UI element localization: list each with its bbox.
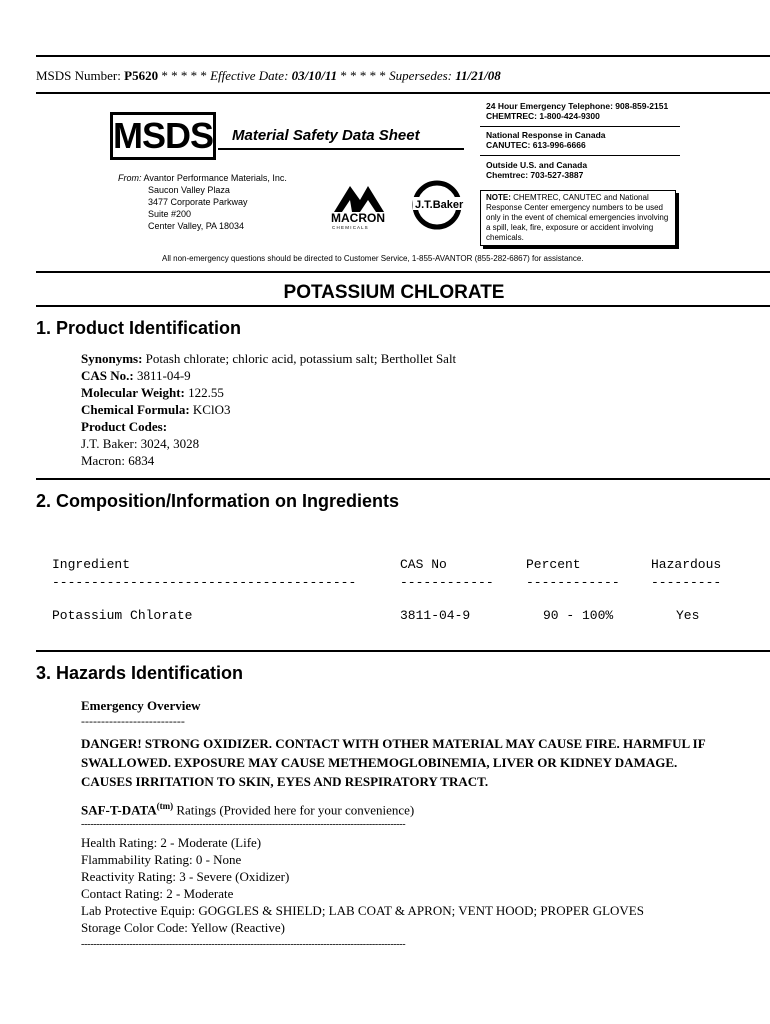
section-2-heading: 2. Composition/Information on Ingredients — [36, 491, 399, 511]
emergency-line-3: National Response in Canada — [486, 130, 606, 140]
col-header-percent: Percent — [526, 557, 581, 572]
address-line-1: Saucon Valley Plaza — [148, 185, 230, 195]
molecular-weight-value: 122.55 — [188, 385, 224, 400]
supersedes-date: 11/21/08 — [455, 68, 501, 83]
macron-sub-text: C H E M I C A L S — [332, 225, 368, 230]
emergency-note-box — [480, 190, 676, 246]
title-rule — [36, 305, 770, 307]
col-header-hazardous: Hazardous — [651, 557, 722, 572]
cas-value: 3811-04-9 — [136, 368, 191, 383]
customer-service-note: All non-emergency questions should be directed to Customer Service, 1-855-AVANTOR (855-282-6867) for assistance. — [162, 254, 584, 263]
section-2-rule — [36, 650, 770, 652]
msds-number-label: MSDS Number: — [36, 68, 121, 83]
storage-color-code: Storage Color Code: Yellow (Reactive) — [81, 920, 285, 935]
emergency-line-6: Chemtrec: 703-527-3887 — [486, 170, 584, 180]
saf-tm: (tm) — [156, 801, 174, 811]
msds-title-text: Material Safety Data Sheet — [232, 127, 420, 144]
effective-label: Effective Date: — [210, 68, 289, 83]
section-1-heading: 1. Product Identification — [36, 318, 242, 338]
macron-mark-icon — [334, 186, 384, 212]
product-title: POTASSIUM CHLORATE — [283, 282, 505, 303]
col-header-ingredient: Ingredient — [52, 557, 131, 572]
supersedes-label: Supersedes: — [389, 68, 452, 83]
stars-2: * * * * * — [340, 68, 386, 83]
flammability-rating: Flammability Rating: 0 - None — [81, 852, 242, 867]
note-label: NOTE: — [486, 193, 511, 202]
saf-label: SAF-T-DATA — [81, 802, 157, 818]
emergency-overview-dashes: -------------------------- — [81, 714, 185, 728]
cell-cas: 3811-04-9 — [400, 608, 471, 623]
cell-ingredient: Potassium Chlorate — [52, 608, 193, 623]
emergency-block-3 — [486, 160, 587, 180]
dash-percent: ------------ — [526, 575, 620, 590]
product-codes-label: Product Codes: — [81, 419, 168, 434]
logo-bottom-rule — [36, 271, 770, 273]
danger-statement: DANGER! STRONG OXIDIZER. CONTACT WITH OTHER MATERIAL MAY CAUSE FIRE. HARMFUL IF SWALLOWED. EXPOSURE MAY CAUSE METHEMOGLOBINEMIA, LIVER OR KIDNEY DAMAGE. CAUSES IRRITATION TO SKIN, EYES AND RESPIRATORY TRACT. — [81, 736, 706, 789]
effective-date: 03/10/11 — [291, 68, 338, 83]
emergency-line-4: CANUTEC: 613-996-6666 — [486, 140, 586, 150]
synonyms-label: Synonyms: — [81, 351, 143, 366]
msds-number: P5620 — [124, 68, 159, 83]
cell-percent: 90 - 100% — [543, 608, 614, 623]
product-code-macron: Macron: 6834 — [81, 453, 155, 468]
address-line-4: Center Valley, PA 18034 — [148, 221, 245, 231]
emergency-line-1: 24 Hour Emergency Telephone: 908-859-2151 — [486, 101, 669, 111]
emergency-line-5: Outside U.S. and Canada — [486, 160, 588, 170]
emergency-overview-label: Emergency Overview — [81, 698, 201, 713]
from-address — [118, 172, 287, 232]
note-text: CHEMTREC, CANUTEC and National Response Center emergency numbers to be used only in the event of chemical emergencies involving a spill, leak, fire, exposure or accident involving chemicals. — [486, 193, 669, 242]
address-line-2: 3477 Corporate Parkway — [148, 197, 248, 207]
dash-hazardous: --------- — [651, 575, 722, 590]
emergency-line-2: CHEMTREC: 1-800-424-9300 — [486, 111, 600, 121]
saf-rest: Ratings (Provided here for your convenience) — [173, 802, 415, 818]
emergency-divider-2 — [480, 155, 680, 156]
product-code-jtbaker: J.T. Baker: 3024, 3028 — [81, 436, 200, 451]
dash-cas: ------------ — [400, 575, 494, 590]
cell-hazardous: Yes — [676, 608, 700, 623]
ratings-bottom-dashes: ----------------------------------------------------------------------------------------------------------- — [81, 939, 406, 950]
reactivity-rating: Reactivity Rating: 3 - Severe (Oxidizer) — [81, 869, 290, 884]
formula-label: Chemical Formula: — [81, 402, 190, 417]
emergency-divider-1 — [480, 126, 680, 127]
msds-header-line — [36, 68, 501, 84]
molecular-weight-label: Molecular Weight: — [81, 385, 185, 400]
cas-label: CAS No.: — [81, 368, 134, 383]
emergency-block-2 — [486, 130, 606, 150]
health-rating: Health Rating: 2 - Moderate (Life) — [81, 835, 262, 850]
col-header-cas: CAS No — [400, 557, 447, 572]
top-rule — [36, 55, 770, 57]
macron-text: MACRON — [331, 211, 385, 225]
dash-ingredient: --------------------------------------- — [52, 575, 357, 590]
lab-protective-equip: Lab Protective Equip: GOGGLES & SHIELD; LAB COAT & APRON; VENT HOOD; PROPER GLOVES — [81, 903, 644, 918]
synonyms-value: Potash chlorate; chloric acid, potassium salt; Berthollet Salt — [145, 351, 457, 366]
section-1-rule — [36, 478, 770, 480]
section-3-heading: 3. Hazards Identification — [36, 663, 244, 683]
msds-logo-text: MSDS — [113, 115, 214, 156]
header-rule — [36, 92, 770, 94]
from-label: From: — [118, 173, 142, 183]
jtbaker-text: J.T.Baker — [415, 199, 464, 211]
stars-1: * * * * * — [161, 68, 207, 83]
ratings-top-dashes: ----------------------------------------------------------------------------------------------------------- — [81, 819, 406, 830]
product-identification — [81, 350, 456, 469]
from-company: Avantor Performance Materials, Inc. — [143, 173, 287, 183]
msds-title — [218, 124, 464, 150]
formula-value: KClO3 — [192, 402, 231, 417]
msds-logo — [110, 112, 216, 160]
contact-rating: Contact Rating: 2 - Moderate — [81, 886, 234, 901]
macron-logo — [328, 178, 406, 230]
emergency-block-1 — [486, 101, 668, 121]
ratings-list — [81, 834, 644, 936]
address-line-3: Suite #200 — [148, 209, 192, 219]
jtbaker-logo — [410, 178, 466, 234]
